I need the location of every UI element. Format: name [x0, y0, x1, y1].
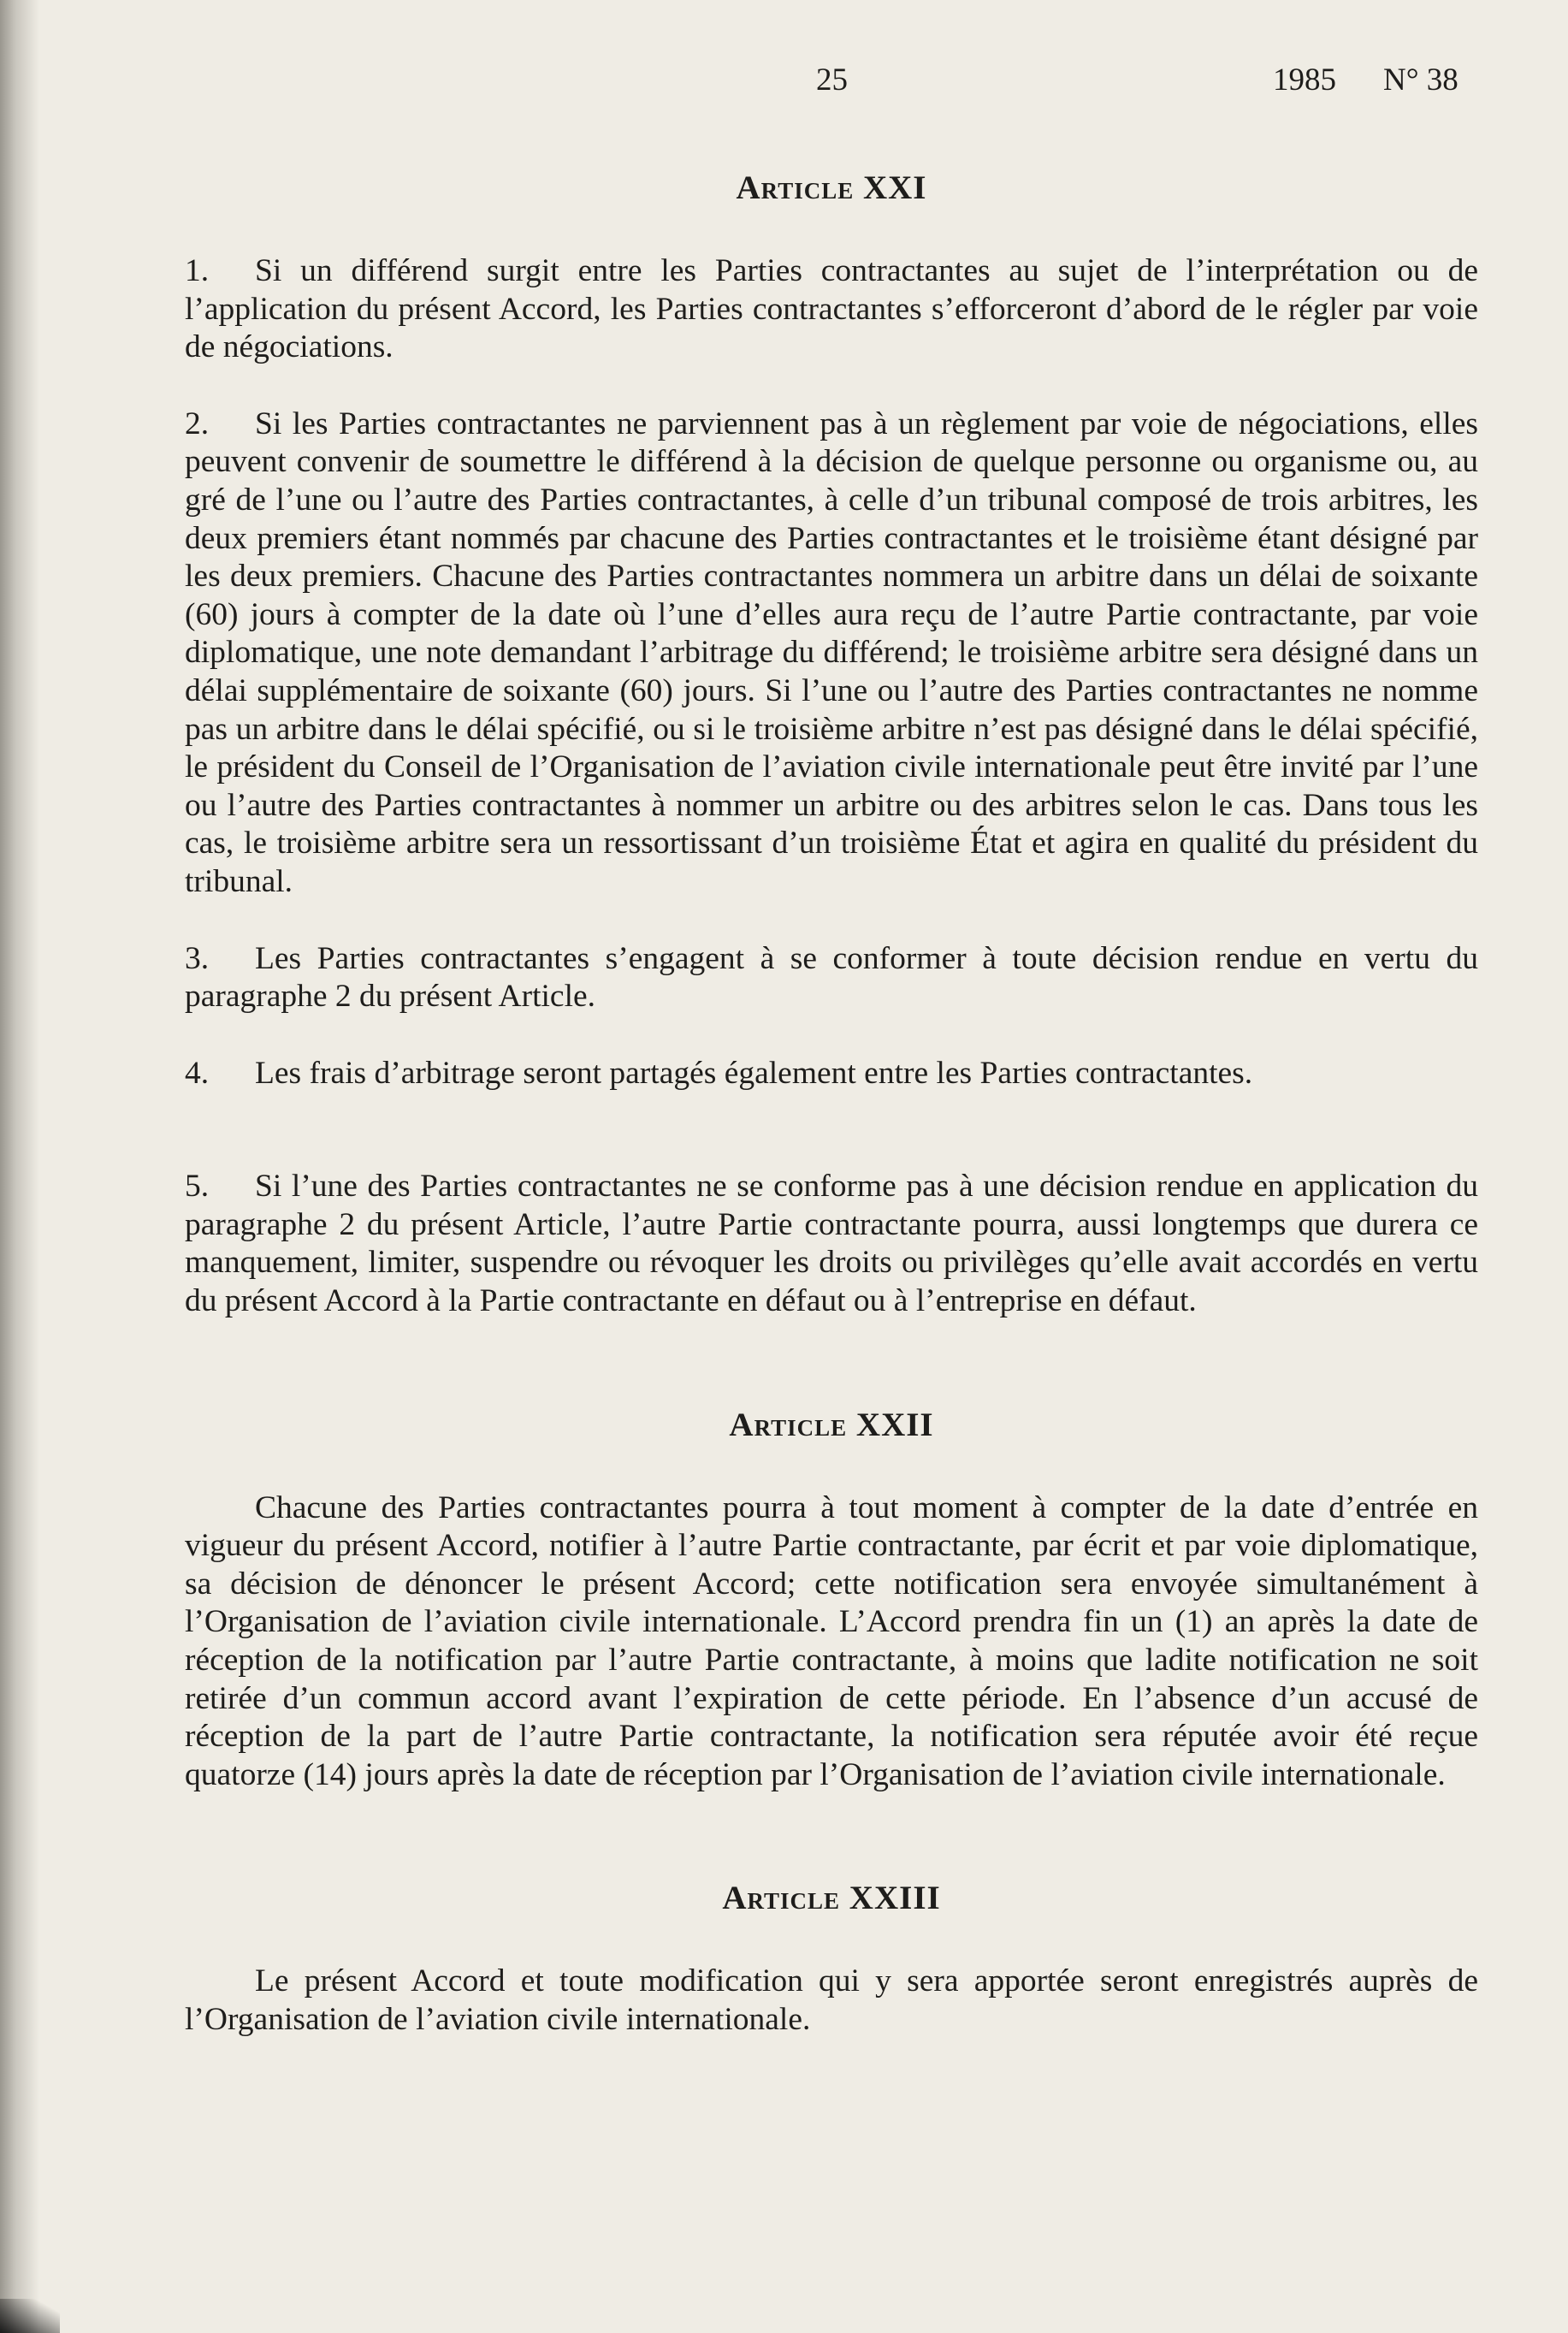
header-issue: N° 38 — [1383, 62, 1459, 98]
page-gutter-shadow — [0, 0, 39, 2333]
paragraph-number: 4. — [185, 1055, 210, 1091]
article-xxi-title: Article XXI — [736, 169, 927, 206]
paragraph-text: Les frais d’arbitrage seront partagés également entre les Parties contractantes. — [255, 1055, 1253, 1091]
article-xxi-paragraph-5 — [185, 1168, 1478, 1320]
page-number: 25 — [816, 62, 848, 98]
article-xxii-title: Article XXII — [729, 1406, 934, 1443]
article-xxiii-paragraph: Le présent Accord et toute modification qui y sera apportée seront enregistrés auprès de l’Organisation de l’aviation civile internationale. — [185, 1963, 1478, 2037]
paragraph-number: 2. — [185, 406, 210, 441]
page-corner-shadow — [0, 2299, 60, 2333]
article-xxi-paragraph-1 — [185, 252, 1478, 367]
paragraph-number: 3. — [185, 940, 210, 976]
paragraph-number: 1. — [185, 253, 210, 288]
paragraph-text: Les Parties contractantes s’engagent à se conformer à toute décision rendue en vertu du paragraphe 2 du présent Article. — [185, 940, 1478, 1015]
paragraph-text: Si les Parties contractantes ne parviennent pas à un règlement par voie de négociations, elles peuvent convenir de soumettre le différend à la décision de quelque personne ou organisme ou, au gré de l’une ou l’autre des Parties contractantes, à celle d’un tribunal composé de trois arbitres, les deux premiers étant nommés par chacune des Parties contractantes et le troisième étant désigné par les deux premiers. Chacune des Parties contractantes nommera un arbitre dans un délai de soixante (60) jours à compter de la date où l’une d’elles aura reçu de l’autre Partie contractante, par voie diplomatique, une note demandant l’arbitrage du différend; le troisième arbitre sera désigné dans un délai supplémentaire de soixante (60) jours. Si l’une ou l’autre des Parties contractantes ne nomme pas un arbitre dans le délai spécifié, ou si le troisième arbitre n’est pas désigné dans le délai spécifié, le président du Conseil de l’Organisation de l’aviation civile internationale peut être invité par l’une ou l’autre des Parties contractantes à nommer un arbitre ou des arbitres selon le cas. Dans tous les cas, le troisième arbitre sera un ressortissant d’un troisième État et agira en qualité du président du tribunal. — [185, 406, 1478, 899]
article-xxi-paragraph-4 — [185, 1055, 1478, 1093]
article-xxii-paragraph: Chacune des Parties contractantes pourra à tout moment à compter de la date d’entrée en vigueur du présent Accord, notifier à l’autre Partie contractante, par écrit et par voie diplomatique, sa décision de dénoncer le présent Accord; cette notification sera envoyée simultanément à l’Organisation de l’aviation civile internationale. L’Accord prendra fin un (1) an après la date de réception de la notification par l’autre Partie contractante, à moins que ladite notification ne soit retirée d’un commun accord avant l’expiration de cette période. En l’absence d’un accusé de réception de la part de l’autre Partie contractante, la notification sera réputée avoir été reçue quatorze (14) jours après la date de réception par l’Organisation de l’aviation civile internationale. — [185, 1489, 1478, 1792]
paragraph-number: 5. — [185, 1169, 210, 1205]
document-body — [185, 163, 1478, 2040]
page-header — [0, 62, 1568, 104]
article-xxi-paragraph-2 — [185, 406, 1478, 902]
article-xxiii-title: Article XXIII — [722, 1880, 941, 1917]
paragraph-text: Si l’une des Parties contractantes ne se conforme pas à une décision rendue en application du paragraphe 2 du présent Article, l’autre Partie contractante pourra, aussi longtemps que durera ce manquement, limiter, suspendre ou révoquer les droits ou privilèges qu’elle avait accordés en vertu du présent Accord à la Partie contractante en défaut ou à l’entreprise en défaut. — [185, 1169, 1478, 1319]
paragraph-text: Si un différend surgit entre les Parties contractantes au sujet de l’interprétation ou de l’application du présent Accord, les Parties contractantes s’efforceront d’abord de le régler par voie de négociations. — [185, 253, 1478, 365]
article-xxi-paragraph-3 — [185, 940, 1478, 1016]
header-year: 1985 — [1273, 62, 1336, 98]
